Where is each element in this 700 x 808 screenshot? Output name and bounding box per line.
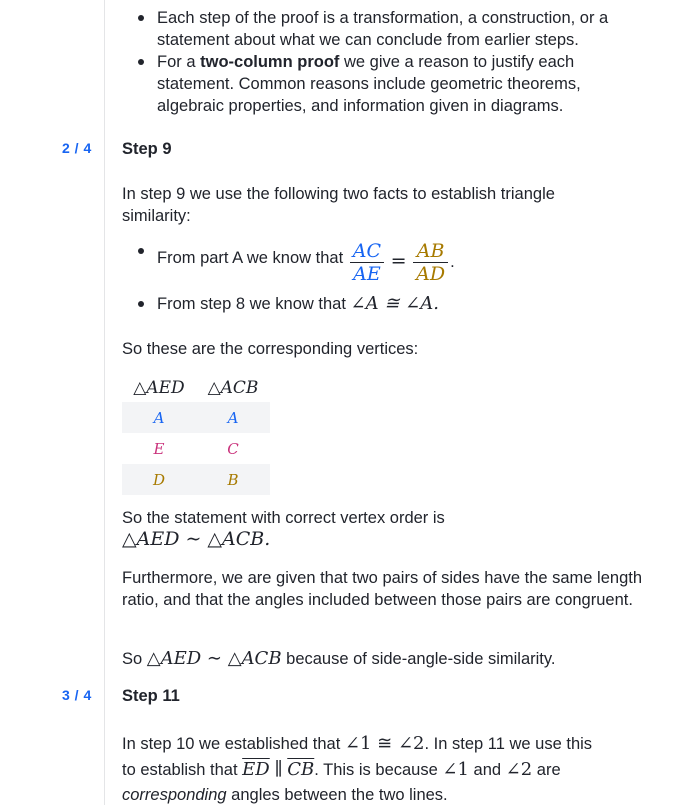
step-9-title: Step 9 [122,140,172,158]
step-11-title: Step 11 [122,687,180,705]
cell-a-2: A [196,402,270,433]
conclusion-pre: So [122,650,143,668]
parallel-symbol: ∥ [274,759,283,780]
cell-a-1: A [122,402,196,433]
l1-post: . In step 11 we use this [424,735,593,753]
furthermore-paragraph: Furthermore, we are given that two pairs of sides have the same length ratio, and that the angles included between those pairs are congruent. [122,569,643,609]
cell-c: C [227,439,239,458]
table-row [122,433,270,464]
l1-pre: In step 10 we established that [122,735,341,753]
conclusion-math: △AED ∼ △ACB [146,648,282,669]
angle-a-congruent: ∠A ≅ ∠A. [350,293,439,314]
step-11-counter: 3 / 4 [62,687,92,703]
fraction-ad: AD [416,263,446,285]
step-9-intro: In step 9 we use the following two facts to establish triangle similarity: [122,185,555,225]
equals-sign: = [390,249,407,272]
step-11-paragraph [122,731,682,808]
intro-bullet-1 [157,7,647,51]
table-row [122,402,270,433]
l2-and: and [473,761,502,779]
fact-1 [157,240,637,294]
step-11-line-2 [122,757,682,783]
corresponding-vertices-text: So these are the corresponding vertices: [122,340,419,358]
step-9-counter: 2 / 4 [62,140,92,156]
step-11-line-3 [122,783,682,808]
left-rail-divider [104,0,105,805]
header-triangle-aed: △AED [133,378,185,398]
conclusion-post: because of side-angle-side similarity. [286,650,556,668]
angle-1: ∠1 [442,759,469,780]
cell-b: B [196,464,270,495]
fraction-ac: AC [350,240,384,263]
sas-conclusion [122,648,662,670]
fact-1-prefix: From part A we know that [157,248,344,267]
intro-bullet-2-post: we give a reason to justify each statement. Common reasons include geometric theorems, algebraic properties, and information given in diagrams. [157,53,581,115]
fact-2 [157,293,637,315]
table-row [122,464,270,495]
segment-cb: $\overline{CB}$ [287,759,315,780]
fact-2-prefix: From step 8 we know that [157,295,346,313]
fraction-ae: AE [353,263,381,285]
header-triangle-acb: △ACB [207,378,259,398]
l3-post: angles between the two lines. [231,786,448,804]
fraction-ab-ad [413,240,448,285]
fraction-ac-ae [350,240,384,285]
l2-pre: to establish that [122,761,238,779]
vertex-table [122,374,270,495]
l2-mid: . This is because [314,761,438,779]
two-column-proof-term: two-column proof [200,53,340,71]
cell-e: E [153,439,165,458]
corresponding-term: corresponding [122,786,227,804]
similarity-statement: △AED ∼ △ACB. [122,528,271,550]
statement-text: So the statement with correct vertex order is [122,509,445,527]
angle-2: ∠2 [505,759,533,780]
cell-d: D [122,464,196,495]
segment-ed: $\overline{ED}$ [242,759,270,780]
intro-bullet-2 [157,51,637,117]
fact-1-period: . [450,252,455,271]
l2-post: are [536,761,561,779]
intro-bullet-1-text: Each step of the proof is a transformation, a construction, or a statement about what we can conclude from earlier steps. [157,9,609,49]
step-11-line-1 [122,731,682,757]
angle-1-congruent-angle-2: ∠1 ≅ ∠2 [344,733,425,754]
intro-bullet-2-pre: For a [157,53,201,71]
fraction-ab: AB [413,240,448,263]
